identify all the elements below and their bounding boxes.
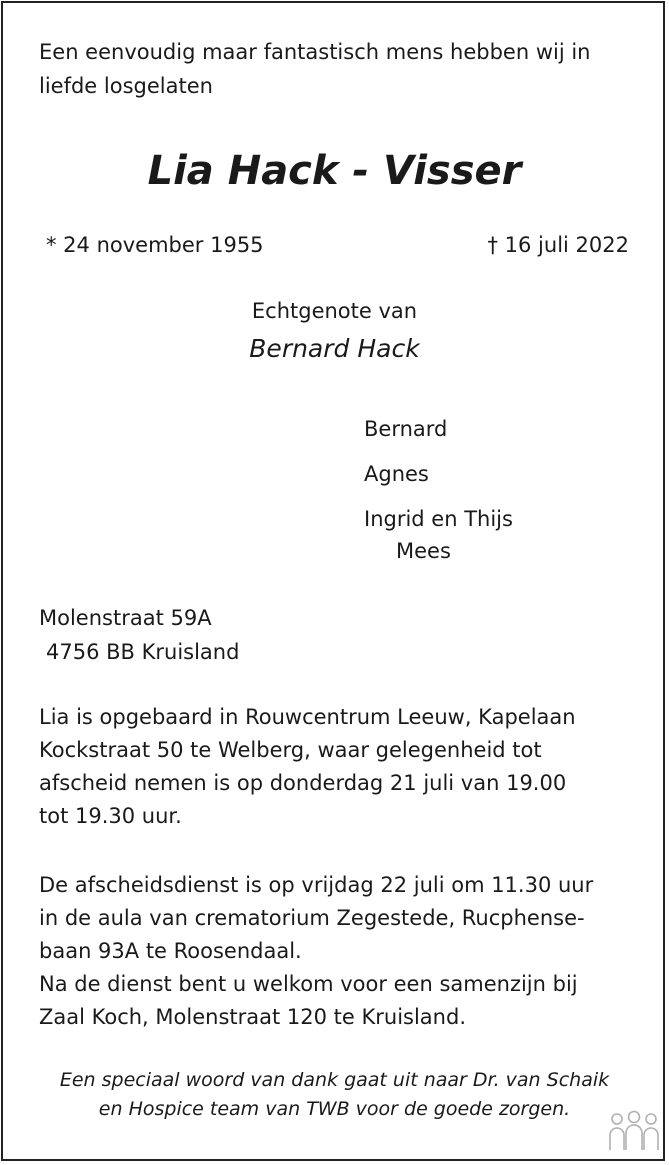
child-name: Agnes [364, 462, 429, 486]
service-line: Na de dienst bent u welkom voor een samenzijn bij [39, 972, 578, 996]
grandchild-name: Mees [396, 539, 451, 563]
viewing-line: Kockstraat 50 te Welberg, waar gelegenheid tot [39, 738, 542, 762]
child-name: Ingrid en Thijs [364, 507, 513, 531]
spouse-label: Echtgenote van [251, 299, 418, 323]
intro-line: liefde losgelaten [39, 74, 213, 98]
address-street: Molenstraat 59A [39, 606, 212, 630]
birth-date: * 24 november 1955 [46, 233, 264, 257]
viewing-line: Lia is opgebaard in Rouwcentrum Leeuw, Kapelaan [39, 705, 576, 729]
thanks-note [0, 1066, 669, 1124]
people-group-icon [608, 1108, 660, 1152]
intro-text [39, 35, 591, 103]
intro-line: Een eenvoudig maar fantastisch mens hebben wij in [39, 40, 591, 64]
thanks-line: Een speciaal woord van dank gaat uit naar Dr. van Schaik [59, 1069, 610, 1091]
death-date: † 16 juli 2022 [487, 233, 629, 257]
service-paragraph [39, 869, 593, 1034]
service-line: in de aula van crematorium Zegestede, Rucphense- [39, 906, 585, 930]
viewing-line: tot 19.30 uur. [39, 804, 182, 828]
deceased-name: Lia Hack - Visser [147, 148, 522, 194]
viewing-line: afscheid nemen is op donderdag 21 juli van 19.00 [39, 771, 567, 795]
service-line: baan 93A te Roosendaal. [39, 939, 302, 963]
spouse-name: Bernard Hack [249, 334, 420, 363]
service-line: Zaal Koch, Molenstraat 120 te Kruisland. [39, 1005, 466, 1029]
thanks-line: en Hospice team van TWB voor de goede zorgen. [98, 1098, 571, 1120]
address-block [39, 601, 239, 669]
viewing-paragraph [39, 701, 576, 833]
service-line: De afscheidsdienst is op vrijdag 22 juli om 11.30 uur [39, 873, 594, 897]
children-list [364, 412, 513, 536]
address-city: 4756 BB Kruisland [46, 640, 240, 664]
child-name: Bernard [364, 417, 448, 441]
